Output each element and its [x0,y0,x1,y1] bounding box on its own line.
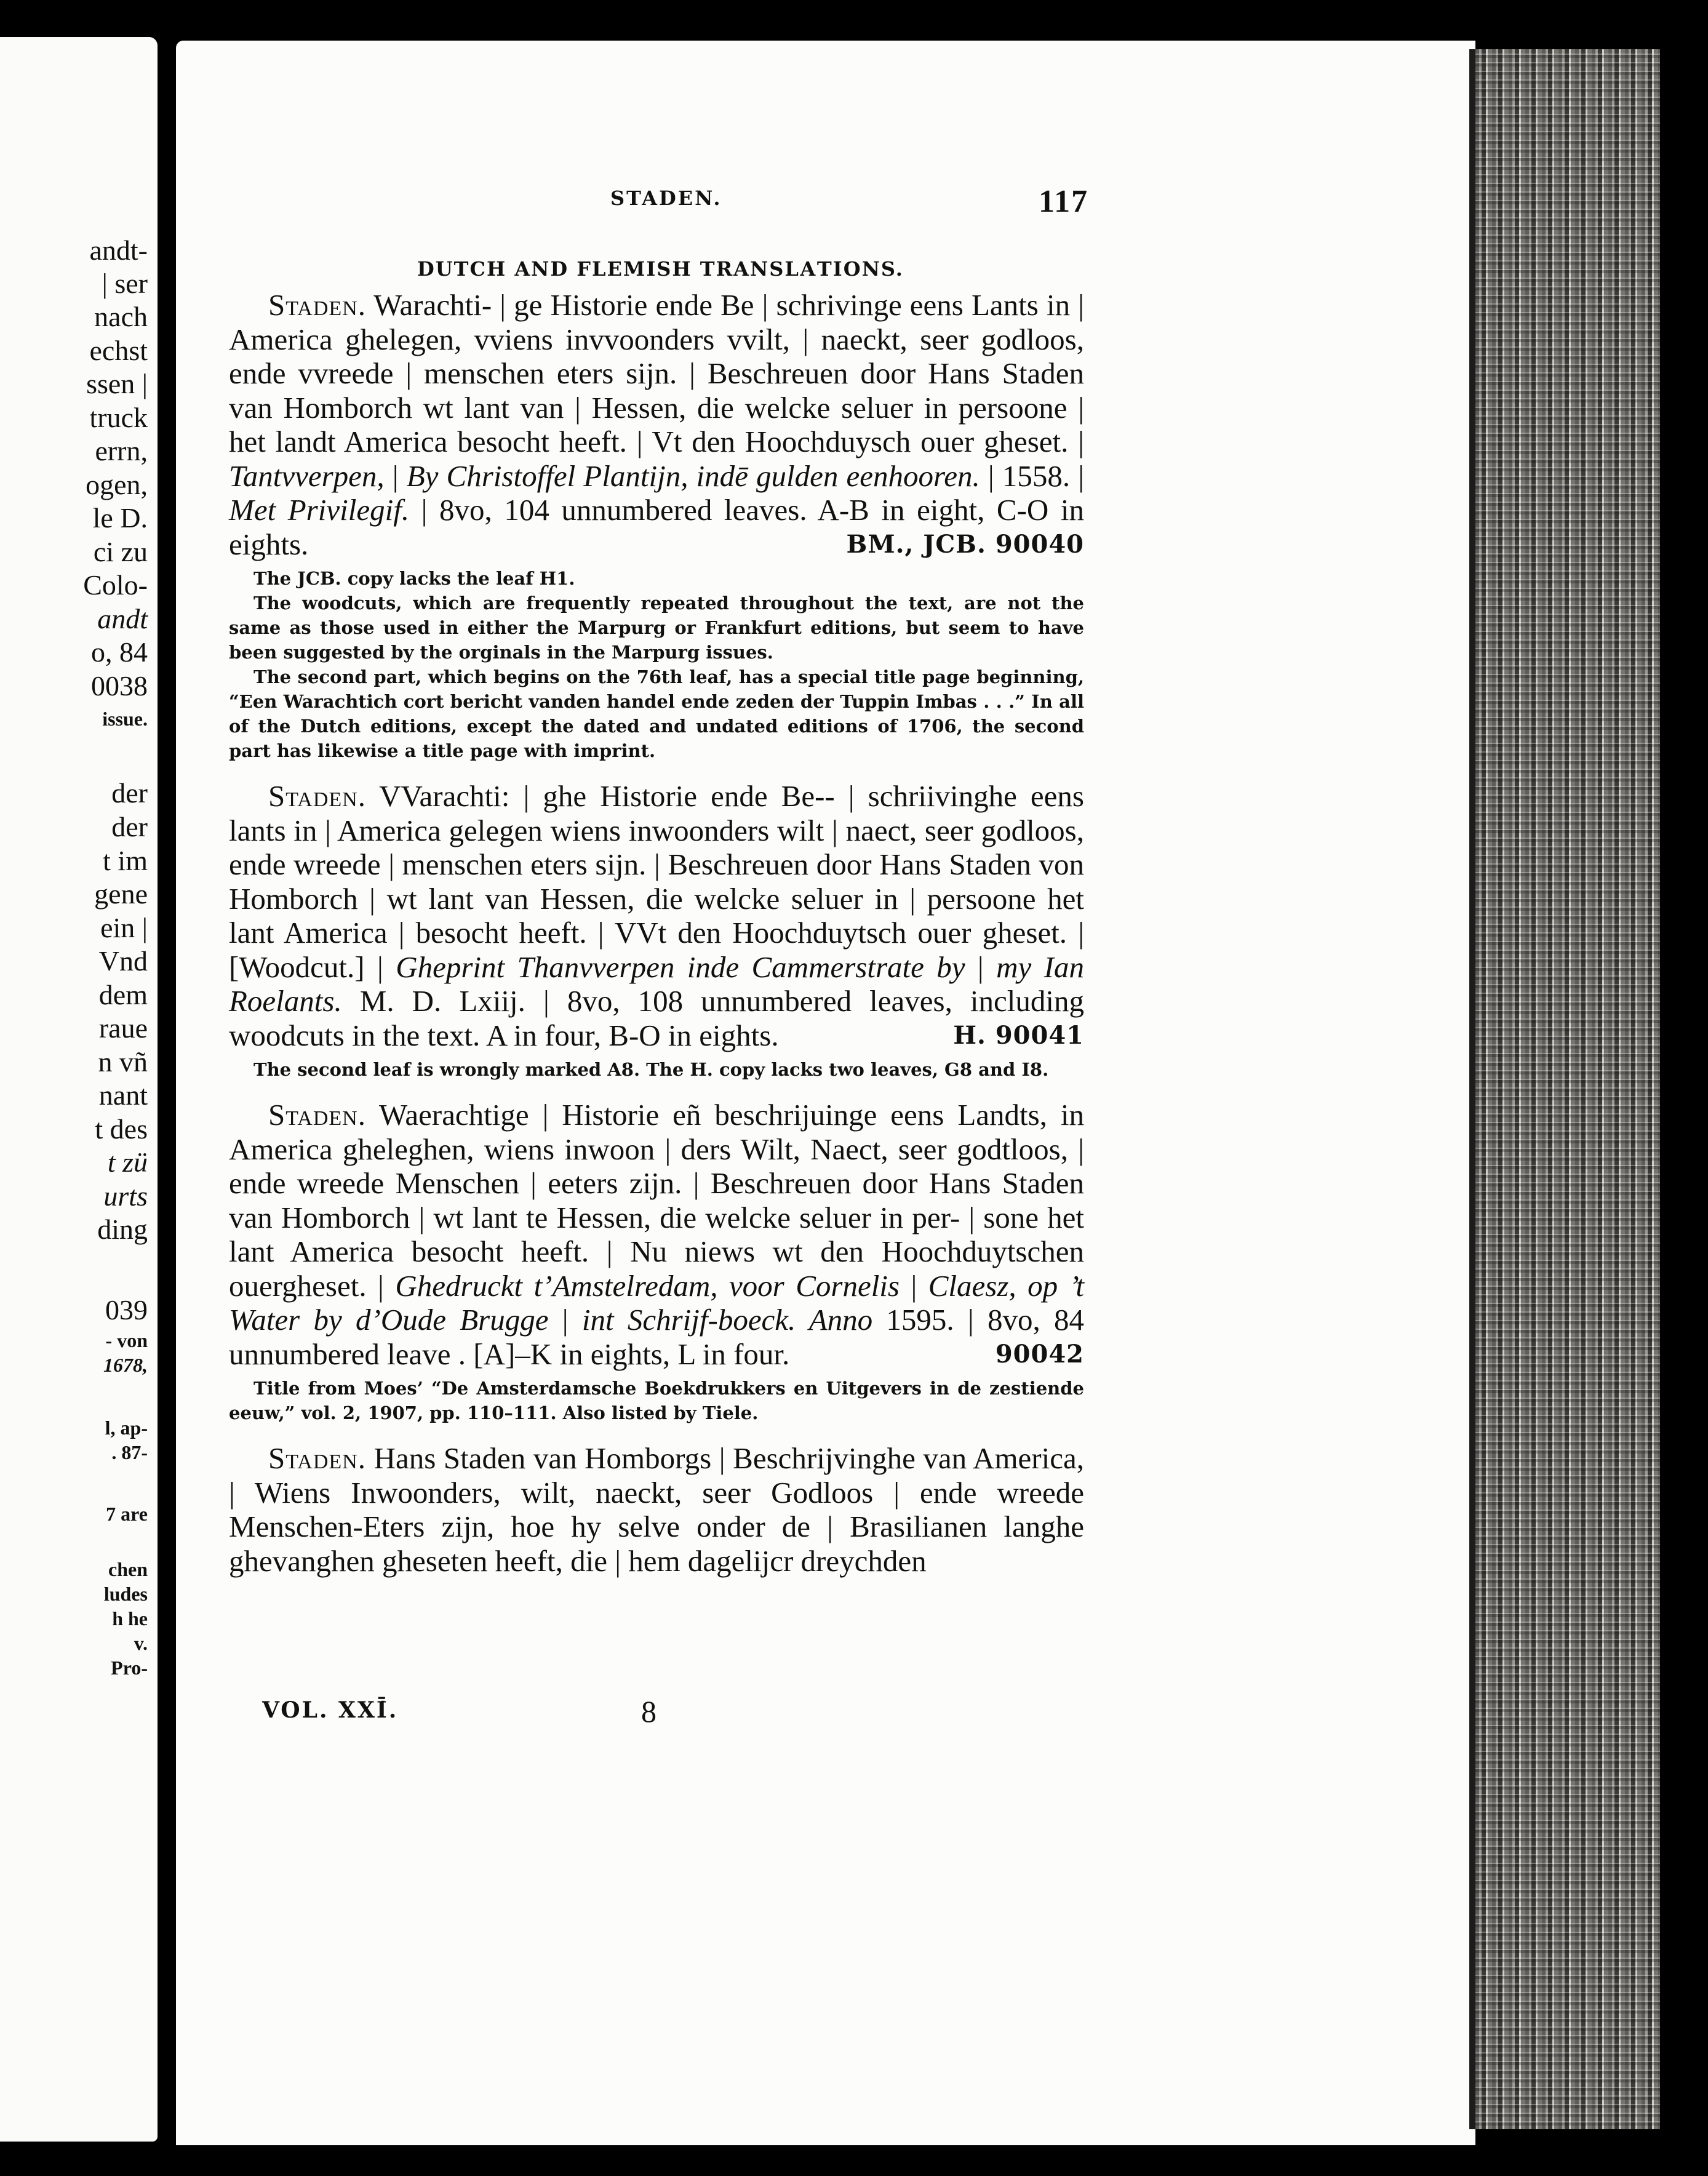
left-page-text-fragment: ci zu [93,536,148,567]
left-page-text-fragment: . 87- [111,1441,148,1463]
previous-page-fragment [0,37,158,2142]
left-page-text-fragment: raue [98,1012,148,1044]
entry-imprint-italic: Met Privilegif. [229,493,410,527]
entry-title-text: Hans Staden van Homborgs | Beschrijvinghe van America, | Wiens Inwoonders, wilt, naeckt, seer Godloos | ende wreede Menschen-Eters zijn, hoe hy selve onder de | Brasilianen langhe ghevanghen gheseten heeft, die | hem dagelijcr dreychden [229,1441,1084,1578]
entry-title-text: 1595. | 8vo, 84 unnumbered leave . [A]–K in eights, L in four. [229,1303,1084,1371]
entry-title-text: M. D. Lxiij. | 8vo, 108 unnumbered leaves, including woodcuts in the text. A in four, B-O in eights. [229,984,1084,1052]
left-page-text-fragment: issue. [102,708,148,730]
bibliography-entry [229,288,1084,763]
left-page-text-fragment: 1678, [103,1354,148,1376]
entry-title-text: | 8vo, 104 unnumbered leaves. A-B in eight, C-O in eights. [229,493,1084,561]
entry-author: Staden. [268,1098,366,1132]
left-page-text-fragment: nant [98,1079,148,1111]
left-page-text-fragment: chen [108,1558,148,1580]
left-page-text-fragment: echst [89,335,148,366]
entry-text [229,1098,1084,1371]
entry-title-text: | [965,950,997,984]
left-page-text-fragment: gene [94,878,148,910]
left-page-text-fragment: o, 84 [91,636,148,668]
bibliography-entry [229,1441,1084,1578]
signature-line: VOL. XXĪ́. [262,1697,399,1723]
entry-text [229,288,1084,561]
left-page-text-fragment: ludes [103,1583,148,1605]
left-page-text-fragment: n vñ [98,1046,148,1078]
bibliography-entry [229,779,1084,1082]
book-fore-edge [1475,49,1660,2129]
page-number: 117 [1039,184,1089,219]
entry-note: The second part, which begins on the 76th leaf, has a special title page beginning, “Een Warachtich cort bericht vanden handel ende zeden der Tuppin Imbas . . .” In all of the Dutch editions, except the dated and undated editions of 1706, the second part has likewise a title page with imprint. [229,666,1084,761]
bibliography-entry [229,1098,1084,1425]
entry-author: Staden. [268,779,366,813]
entry-title-text: Waerachtige | Historie eñ beschrijuinge eens Landts, in America gheleghen, wiens inwoon | ders Wilt, Naect, seer godtloos, | ende wreede Menschen | eeters zijn. | Beschreuen door Hans Staden van Homborch | wt lant te Hessen, die welcke seluer in per- | sone het lant America besocht heeft. | Nu niews wt den Hoochduytschen ouergheset. | [229,1098,1084,1303]
entry-note: The JCB. copy lacks the leaf H1. [253,568,575,589]
bibliography-entries [229,288,1084,1578]
gathering-number: 8 [641,1694,656,1729]
left-page-text-fragment: v. [134,1632,148,1654]
left-page-text-fragment: ein | [100,912,148,943]
left-page-text-fragment: 7 are [106,1503,148,1525]
entry-author: Staden. [268,1441,366,1475]
entry-note: Title from Moes’ “De Amsterdamsche Boekdrukkers en Uitgevers in de zestiende eeuw,” vol. 2, 1907, pp. 110–111. Also listed by Tiele. [229,1378,1084,1423]
left-page-text-fragment: 0038 [91,670,148,702]
entry-title-text: | [548,1303,582,1337]
left-page-text-fragment: truck [89,402,148,433]
running-head: STADEN. [610,186,722,210]
left-page-text-fragment: urts [103,1180,148,1212]
entry-text [229,779,1084,1052]
left-page-text-fragment: Vnd [98,945,148,977]
entry-text [229,1441,1084,1578]
left-page-text-fragment: errn, [95,435,148,466]
entry-note: The second leaf is wrongly marked A8. The H. copy lacks two leaves, G8 and I8. [253,1059,1049,1080]
left-page-text-fragment: l, ap- [105,1417,148,1439]
left-page-text-fragment: andt [97,603,148,634]
left-page-text-fragment: le D. [92,502,148,534]
left-page-text-fragment: ogen, [86,469,148,500]
left-page-text-fragment: Colo- [83,569,148,601]
entry-title-text: | 1558. | [980,458,1085,493]
left-page-text-fragment: Pro- [111,1657,148,1679]
left-page-text-fragment: der [111,777,148,809]
entry-imprint-italic: Ghedruckt t’Amstelredam, voor Cornelis [395,1268,900,1303]
left-page-text-fragment: h he [112,1607,148,1630]
entry-imprint-italic: Gheprint Thanvverpen inde Cammerstrate by [396,950,965,984]
left-page-text-fragment: andt- [89,234,148,266]
entry-imprint-italic: Claesz, op ’t Water by d’Oude Brugge [229,1268,1085,1337]
entry-author: Staden. [268,288,366,322]
entry-title-text: | [900,1268,928,1303]
entry-title-text: | [384,458,407,493]
entry-imprint-italic: int Schrijf-boeck. Anno [581,1303,873,1337]
entry-title-text: VVarachti: | ghe Historie ende Be-- | schriivinghe eens lants in | America gelegen wiens inwoonders wilt | naect, seer godloos, ende wreede | menschen eters sijn. | Beschreuen door Hans Staden von Homborch | wt lant van Hessen, die welcke seluer in | persoone het lant America | besocht heeft. | VVt den Hoochduytsch ouer gheset. | [Woodcut.] | [229,779,1084,984]
left-page-text-fragment: t des [95,1113,148,1145]
entry-imprint-italic: Tantvverpen, [229,458,385,493]
entry-imprint-italic: my Ian Roelants. [229,950,1084,1018]
section-heading: DUTCH AND FLEMISH TRANSLАTIONS. [417,257,904,281]
left-page-text-fragment: - von [105,1329,148,1351]
left-page-text-fragment: t im [103,845,148,876]
left-page-text-fragment: dem [98,979,148,1010]
left-page-text-fragment: ssen | [86,368,148,399]
left-page-text-fragment: t zü [107,1146,148,1178]
left-page-text-fragment: | ser [102,268,148,299]
entry-citation: BM., JCB. 90040 [846,529,1084,559]
left-page-text-fragment: 039 [105,1294,148,1326]
left-page-text-fragment: ding [97,1214,148,1245]
entry-citation: 90042 [995,1339,1084,1369]
left-page-text-fragment: nach [94,301,148,332]
entry-title-text: Warachti- | ge Historie ende Be | schrivinge eens Lants in | America ghelegen, vviens invvoonders vvilt, | naeckt, seer godloos, ende vvreede | menschen eters sijn. | Beschreuen door Hans Staden van Homborch wt lant van | Hessen, die welcke seluer in persoone | het landt America besocht heeft. | Vt den Hoochduysch ouer gheset. | [229,288,1084,458]
entry-note: The woodcuts, which are frequently repeated throughout the text, are not the same as those used in either the Marpurg or Frankfurt editions, but seem to have been suggested by the orginals in the Marpurg issues. [229,593,1084,663]
left-page-text-fragment: der [111,811,148,842]
entry-imprint-italic: By Christoffel Plantijn, indē gulden eenhooren. [406,458,980,493]
entry-citation: H. 90041 [953,1020,1084,1050]
